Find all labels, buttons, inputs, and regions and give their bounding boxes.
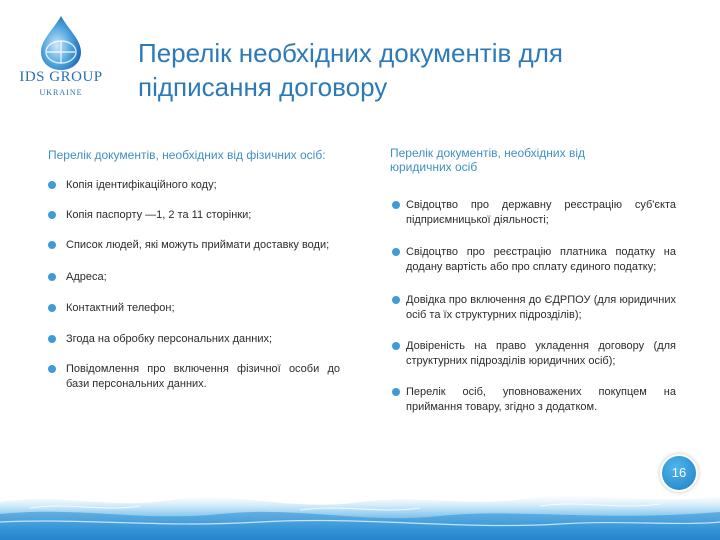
bullet-icon xyxy=(48,241,56,249)
page-title: Перелік необхідних документів для підписання договору xyxy=(138,38,563,102)
list-item: Контактний телефон; xyxy=(48,301,340,316)
bullet-icon xyxy=(48,365,56,373)
list-item: Довіреність на право укладення договору (для структурних підрозділів юридичних осіб); xyxy=(392,339,676,369)
bullet-icon xyxy=(48,273,56,281)
logo xyxy=(18,14,104,98)
bullet-icon xyxy=(392,388,400,396)
list-item: Свідоцтво про державну реєстрацію суб'єкта підприємницької діяльності; xyxy=(392,198,676,228)
list-item: Перелік осіб, уповноважених покупцем на приймання товару, згідно з додатком. xyxy=(392,385,676,415)
water-drop-icon xyxy=(35,14,87,72)
bullet-icon xyxy=(392,296,400,304)
list-item: Копія ідентифікаційного коду; xyxy=(48,178,340,193)
bullet-icon xyxy=(392,342,400,350)
list-item: Довідка про включення до ЄДРПОУ (для юридичних осіб та їх структурних підрозділів); xyxy=(392,293,676,323)
bullet-icon xyxy=(392,248,400,256)
list-item: Свідоцтво про реєстрацію платника податку на додану вартість або про сплату єдиного податку; xyxy=(392,245,676,275)
bullet-icon xyxy=(48,181,56,189)
list-item: Згода на обробку персональних данних; xyxy=(48,332,340,347)
left-column-heading: Перелік документів, необхідних від фізичних осіб: xyxy=(48,148,326,162)
bullet-icon xyxy=(48,304,56,312)
logo-subtitle: UKRAINE xyxy=(39,88,83,97)
list-item: Копія паспорту —1, 2 та 11 сторінки; xyxy=(48,208,340,223)
bullet-icon xyxy=(48,211,56,219)
list-item: Список людей, які можуть приймати доставку води; xyxy=(48,238,348,253)
list-item: Повідомлення про включення фізичної особи до бази персональних данних. xyxy=(48,362,340,392)
logo-name: IDS GROUP xyxy=(19,69,103,85)
water-splash-decoration xyxy=(0,462,720,540)
bullet-icon xyxy=(392,201,400,209)
right-column-heading: Перелік документів, необхідних від юридичних осіб xyxy=(390,146,586,174)
page-number-badge: 16 xyxy=(660,454,698,492)
list-item: Адреса; xyxy=(48,270,340,285)
bullet-icon xyxy=(48,335,56,343)
